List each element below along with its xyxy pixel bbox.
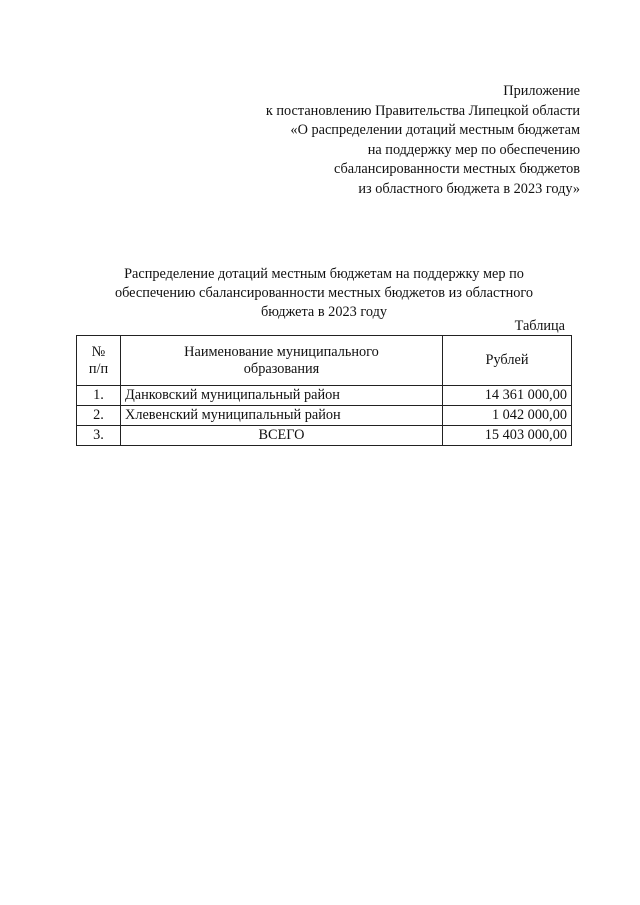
table-row (77, 386, 572, 406)
title-line: Распределение дотаций местным бюджетам на поддержку мер по (124, 266, 524, 282)
title-line: бюджета в 2023 году (260, 304, 388, 320)
table-header-row (77, 336, 572, 386)
header-municipality-line1: Наименование муниципального (184, 343, 379, 360)
table-label: Таблица (514, 318, 565, 334)
distribution-table (76, 335, 572, 446)
header-amount: Рублей (443, 336, 572, 386)
appendix-line: на поддержку мер по обеспечению (367, 141, 580, 158)
title-line: обеспечению сбалансированности местных бюджетов из областного (114, 285, 534, 301)
row-amount: 14 361 000,00 (443, 386, 572, 406)
appendix-line: «О распределении дотаций местным бюджетам (290, 122, 580, 139)
row-number: 3. (77, 426, 121, 446)
row-total-amount: 15 403 000,00 (443, 426, 572, 446)
table-row (77, 406, 572, 426)
header-number (77, 336, 121, 386)
header-number-symbol: № (91, 343, 106, 360)
appendix-line: из областного бюджета в 2023 году» (358, 180, 580, 197)
header-municipality-line2: образования (243, 360, 320, 377)
document-title (80, 265, 568, 322)
table-row-total (77, 426, 572, 446)
row-number: 2. (77, 406, 121, 426)
appendix-line: сбалансированности местных бюджетов (333, 161, 580, 178)
header-number-abbr: п/п (88, 360, 109, 377)
appendix-line: Приложение (503, 83, 580, 99)
appendix-header (266, 82, 580, 200)
appendix-line: к постановлению Правительства Липецкой области (265, 102, 580, 119)
row-amount: 1 042 000,00 (443, 406, 572, 426)
row-number: 1. (77, 386, 121, 406)
row-municipality: Данковский муниципальный район (121, 386, 443, 406)
header-municipality (121, 336, 443, 386)
row-municipality: Хлевенский муниципальный район (121, 406, 443, 426)
row-total-label: ВСЕГО (121, 426, 443, 446)
